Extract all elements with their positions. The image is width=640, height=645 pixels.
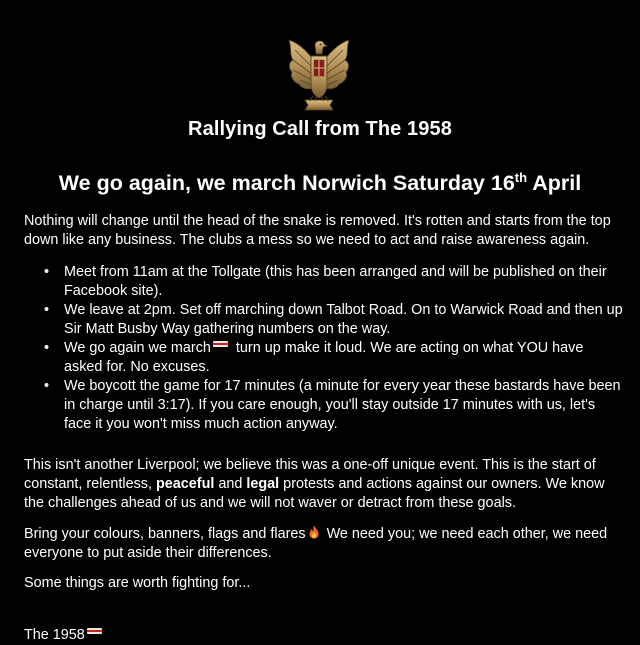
colours-paragraph [24, 525, 624, 563]
eagle-crest-icon [283, 34, 355, 114]
bullet-symbol: • [44, 264, 50, 280]
emphasis-legal: legal [246, 476, 280, 492]
bullet-symbol: • [44, 340, 50, 356]
signoff [24, 626, 624, 645]
headline-text: We go again, we march Norwich Saturday 16 [58, 171, 515, 195]
paragraph-text: Bring your colours, banners, flags and flares [24, 526, 306, 542]
bullet-symbol: • [44, 378, 50, 394]
list-item [24, 377, 624, 434]
paragraph-text: and [214, 476, 247, 492]
list-item-text: We go again we march [64, 340, 211, 356]
list-item [24, 301, 624, 339]
paragraph-text: This isn't another Liverpool; we believe this was a one-off unique event. This is the start of constant, relentless, [24, 457, 596, 492]
intro-paragraph: Nothing will change until the head of the snake is removed. It's rotten and starts from the top down like any business. The clubs a mess so we need to act and raise awareness again. [24, 213, 611, 248]
action-list [24, 263, 624, 434]
liverpool-paragraph [24, 456, 624, 513]
list-item [24, 339, 624, 377]
signoff-text: The 1958 [24, 627, 85, 643]
list-item-text: turn up make it loud. We are acting on what YOU have asked for. No excuses. [64, 340, 584, 375]
paragraph-text: We need you; we need each other, we need everyone to put aside their differences. [24, 526, 608, 561]
paragraph-text: protests and actions against our owners. We know the challenges ahead of us and we will not waver or detract from these goals. [24, 476, 605, 511]
bullet-symbol: • [44, 302, 50, 318]
headline-tail: April [527, 171, 582, 195]
list-item-text: We boycott the game for 17 minutes (a minute for every year these bastards have been in charge until 3:17). If you care enough, you'll stay outside 17 minutes with us, let's face it you won't miss much action anyway. [64, 378, 621, 432]
page-title: Rallying Call from The 1958 [188, 118, 452, 140]
headline-ordinal: th [514, 170, 528, 185]
flame-icon [308, 525, 320, 539]
flag-icon [87, 628, 102, 634]
list-item [24, 263, 624, 301]
closing-line: Some things are worth fighting for... [24, 575, 251, 591]
flag-icon [213, 341, 228, 347]
emphasis-peaceful: peaceful [155, 476, 215, 492]
list-item-text: Meet from 11am at the Tollgate (this has been arranged and will be published on their Facebook site). [64, 264, 607, 299]
list-item-text: We leave at 2pm. Set off marching down Talbot Road. On to Warwick Road and then up Sir Matt Busby Way gathering numbers on the way. [64, 302, 623, 337]
march-headline [0, 171, 640, 196]
